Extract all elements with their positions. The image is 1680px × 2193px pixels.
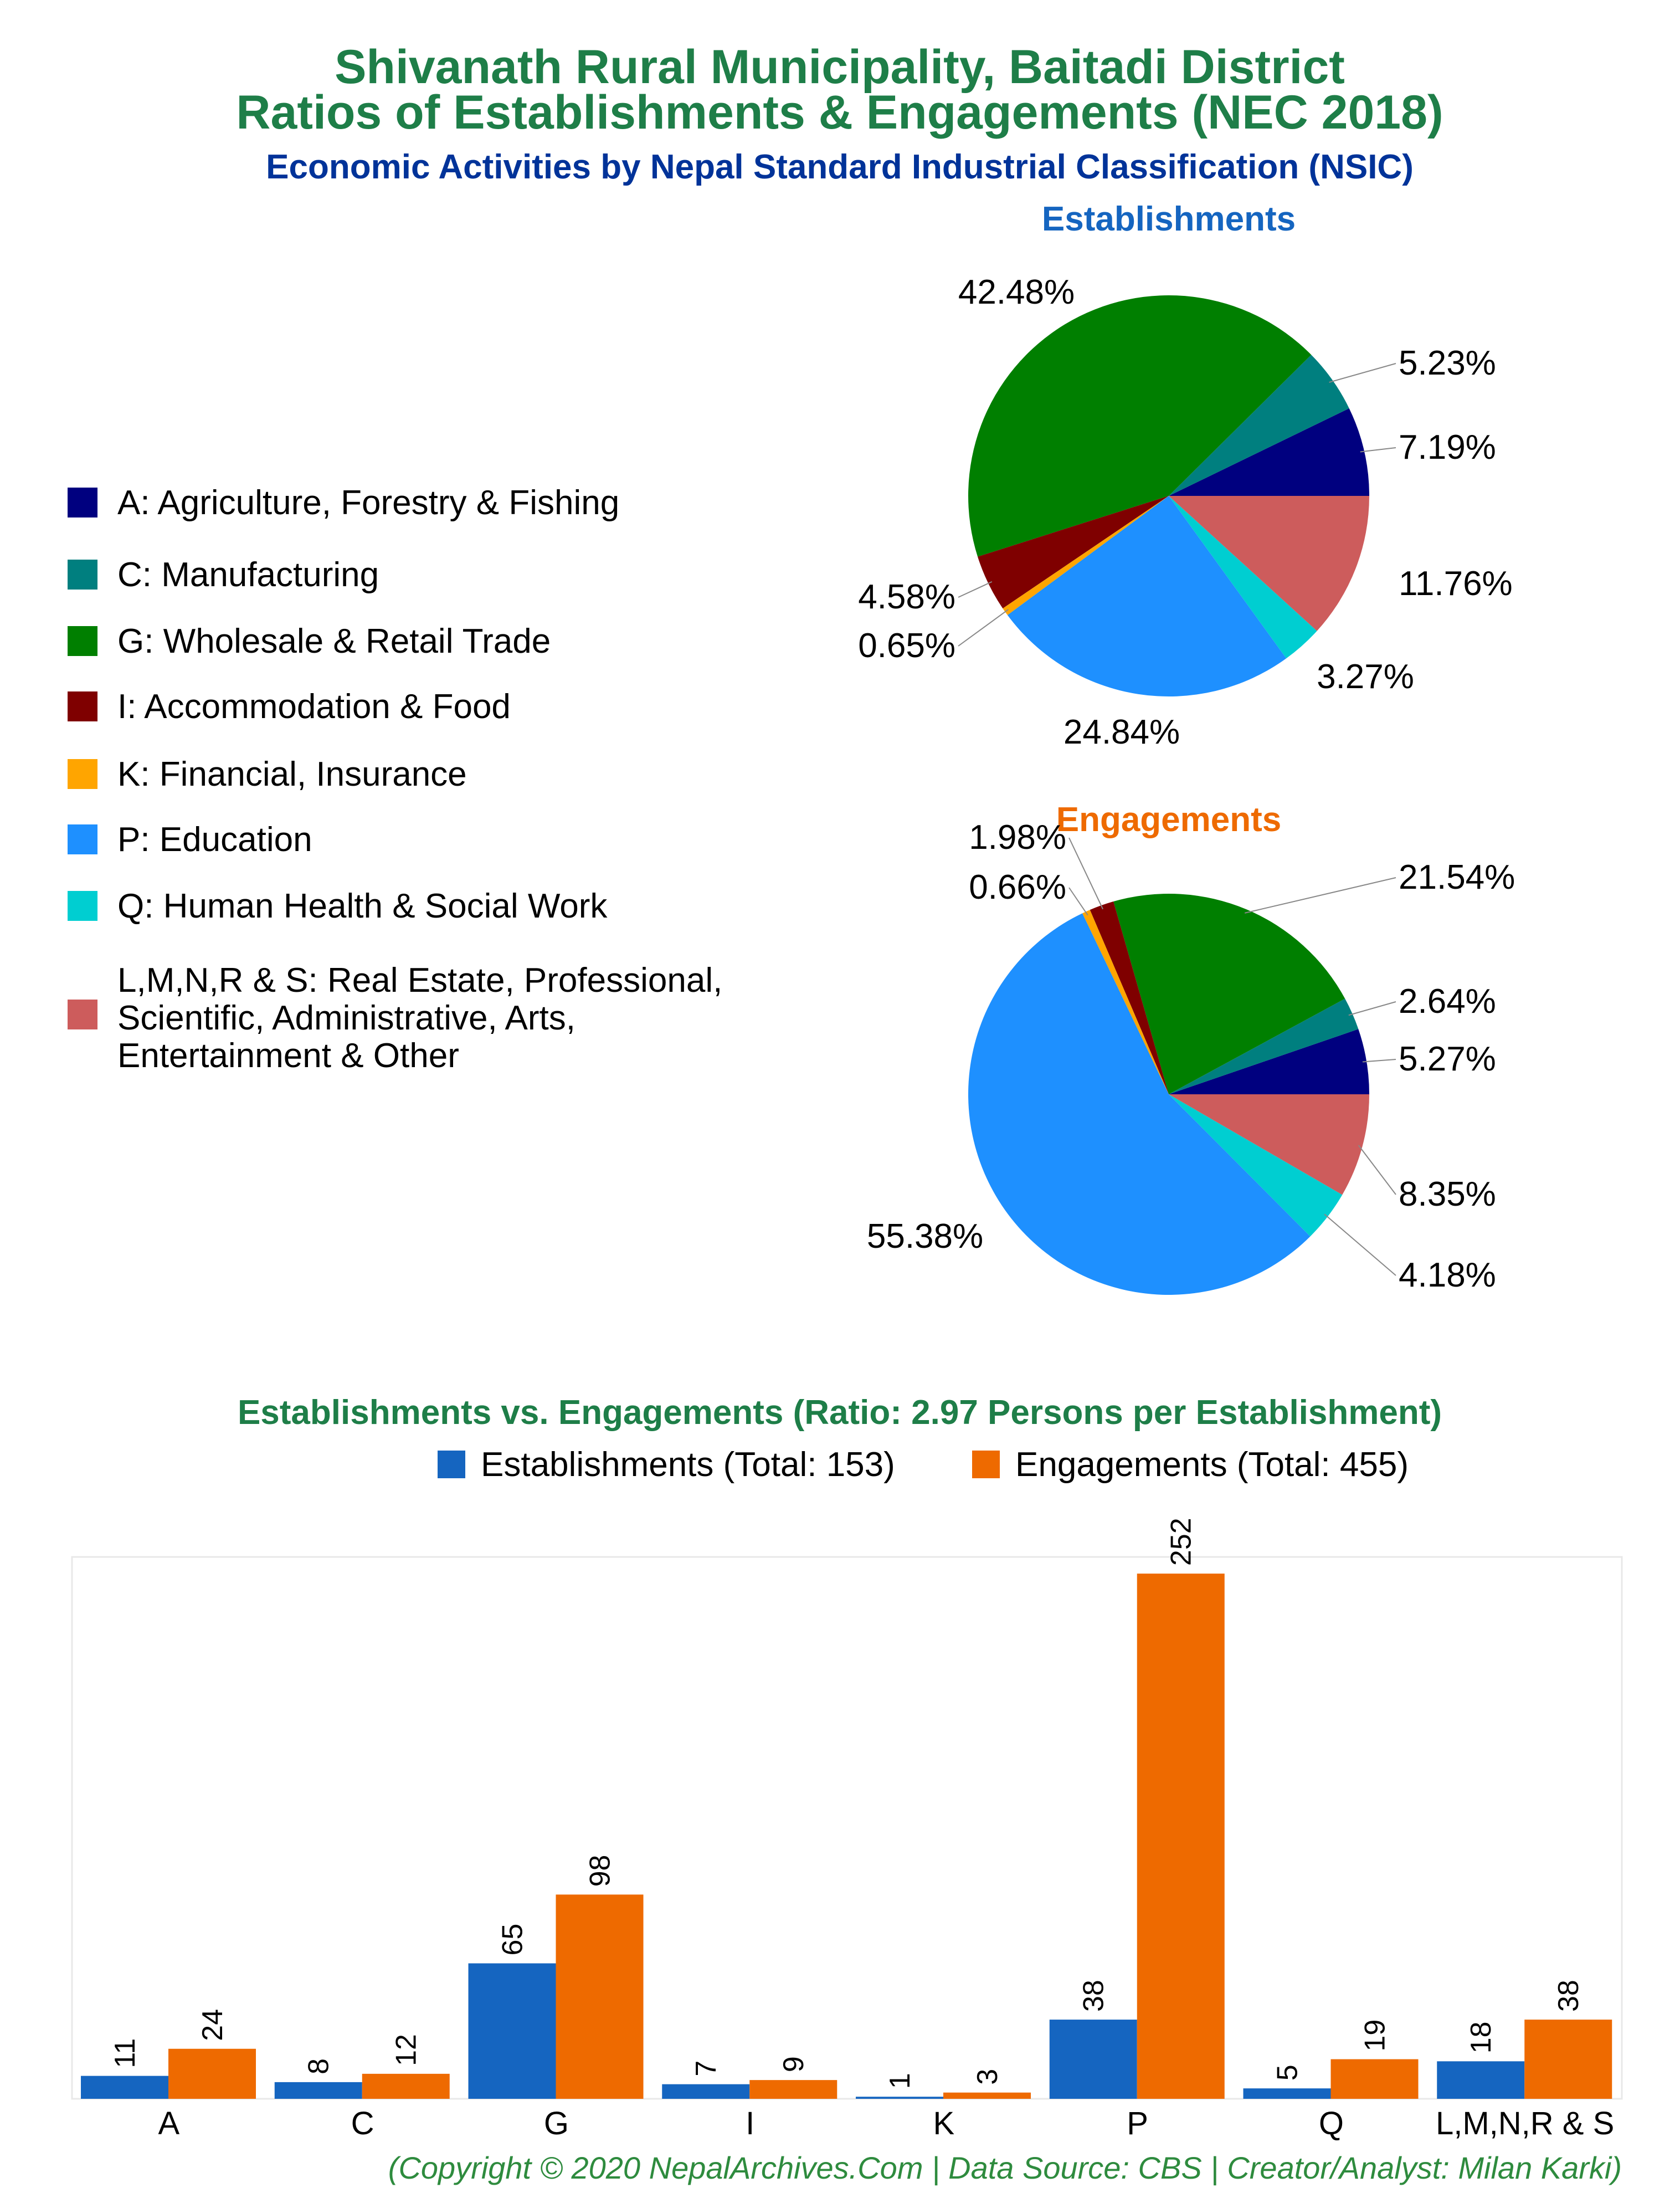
establishments-pie-chart [858, 200, 1513, 751]
bar-legend-swatch-1 [972, 1451, 1000, 1478]
legend-swatch-6 [68, 891, 97, 921]
bar-engagements-0 [168, 2049, 256, 2099]
bar-value-label: 252 [1165, 1518, 1198, 1566]
pie-leader-line [1245, 878, 1396, 913]
bar-establishments-2 [469, 1964, 556, 2099]
pie-leader-line [1329, 363, 1396, 382]
pie-title: Engagements [1056, 801, 1282, 839]
bar-value-label: 11 [109, 2038, 141, 2068]
x-tick-label: C [351, 2105, 374, 2141]
pie-title: Establishments [1041, 200, 1296, 238]
pie-leader-line [1324, 1214, 1396, 1275]
pie-label: 55.38% [866, 1217, 984, 1256]
bar-value-label: 18 [1465, 2021, 1498, 2054]
bar-establishments-0 [81, 2076, 168, 2099]
legend-label-6: Q: Human Health & Social Work [117, 887, 608, 925]
chart-subtitle: Economic Activities by Nepal Standard Industrial Classification (NSIC) [266, 148, 1414, 186]
pie-label: 5.27% [1399, 1040, 1496, 1078]
legend-swatch-2 [68, 626, 97, 656]
bar-establishments-3 [662, 2084, 749, 2099]
footer-credits: (Copyright © 2020 NepalArchives.Com | Data Source: CBS | Creator/Analyst: Milan Karki) [388, 2150, 1622, 2185]
x-tick-label: A [158, 2105, 180, 2141]
x-tick-label: K [933, 2105, 955, 2141]
bar-establishments-7 [1437, 2061, 1524, 2099]
pie-label: 0.66% [969, 868, 1066, 906]
pie-leader-line [958, 609, 1008, 646]
x-tick-label: I [746, 2105, 755, 2141]
bar-plot-frame [72, 1557, 1622, 2099]
legend-label-0: A: Agriculture, Forestry & Fishing [117, 484, 620, 522]
legend-swatch-3 [68, 691, 97, 721]
engagements-pie-chart [867, 801, 1515, 1295]
pie-label: 24.84% [1063, 713, 1180, 751]
bar-value-label: 19 [1359, 2019, 1391, 2052]
bar-legend-label-0: Establishments (Total: 153) [481, 1446, 895, 1484]
pie-label: 4.58% [858, 578, 955, 616]
bar-engagements-3 [749, 2080, 837, 2099]
bar-engagements-7 [1524, 2020, 1612, 2099]
bar-value-label: 3 [972, 2068, 1004, 2085]
legend-label-7-line3: Entertainment & Other [117, 1037, 459, 1075]
bar-establishments-6 [1244, 2088, 1331, 2099]
bar-chart-title: Establishments vs. Engagements (Ratio: 2.97 Persons per Establishment) [237, 1393, 1442, 1432]
legend-label-7: L,M,N,R & S: Real Estate, Professional, [117, 961, 723, 1000]
bar-engagements-1 [362, 2074, 450, 2099]
bar-legend-label-1: Engagements (Total: 455) [1015, 1446, 1409, 1484]
chart-title-line1: Shivanath Rural Municipality, Baitadi District [335, 40, 1345, 94]
legend-swatch-7 [68, 1000, 97, 1029]
category-legend [68, 484, 722, 1075]
pie-label: 2.64% [1399, 982, 1496, 1021]
legend-label-5: P: Education [117, 821, 312, 859]
pie-label: 42.48% [958, 273, 1075, 311]
bar-establishments-1 [275, 2082, 362, 2099]
x-tick-label: P [1127, 2105, 1148, 2141]
pie-leader-line [1069, 888, 1088, 915]
pie-leader-line [1363, 1059, 1396, 1062]
pie-leader-line [1349, 1002, 1396, 1015]
pie-label: 8.35% [1399, 1175, 1496, 1213]
bar-value-label: 9 [778, 2056, 810, 2073]
legend-label-2: G: Wholesale & Retail Trade [117, 622, 551, 660]
legend-label-4: K: Financial, Insurance [117, 755, 467, 793]
pie-label: 3.27% [1317, 658, 1414, 696]
pie-leader-line [958, 582, 992, 597]
pie-leader-line [1069, 838, 1103, 909]
pie-leader-line [1360, 448, 1396, 452]
pie-label: 5.23% [1399, 344, 1496, 382]
x-tick-label: L,M,N,R & S [1435, 2105, 1615, 2141]
pie-label: 21.54% [1399, 858, 1515, 896]
legend-swatch-5 [68, 824, 97, 854]
legend-label-3: I: Accommodation & Food [117, 688, 511, 726]
pie-label: 0.65% [858, 627, 955, 665]
bar-engagements-5 [1137, 1574, 1225, 2099]
bar-value-label: 8 [302, 2058, 335, 2074]
bar-value-label: 7 [690, 2060, 723, 2077]
chart-title-line2: Ratios of Establishments & Engagements (NEC 2018) [236, 86, 1443, 139]
pie-label: 7.19% [1399, 428, 1496, 467]
bar-establishments-5 [1050, 2020, 1137, 2099]
legend-swatch-4 [68, 759, 97, 789]
bar-value-label: 24 [197, 2008, 229, 2041]
x-tick-label: G [543, 2105, 569, 2141]
bar-legend-swatch-0 [438, 1451, 465, 1478]
bar-value-label: 1 [884, 2073, 916, 2089]
bar-value-label: 38 [1553, 1980, 1585, 2012]
pie-label: 11.76% [1399, 565, 1513, 603]
pie-leader-line [1359, 1145, 1396, 1195]
establishments-vs-engagements-bar-chart [72, 1393, 1622, 2141]
bar-value-label: 65 [496, 1923, 529, 1956]
x-tick-label: Q [1318, 2105, 1344, 2141]
bar-engagements-4 [943, 2093, 1031, 2099]
bar-engagements-2 [556, 1894, 644, 2099]
pie-label: 4.18% [1399, 1256, 1496, 1294]
legend-swatch-0 [68, 488, 97, 517]
bar-value-label: 12 [390, 2034, 423, 2066]
bar-value-label: 98 [584, 1854, 616, 1887]
legend-swatch-1 [68, 560, 97, 590]
bar-engagements-6 [1331, 2059, 1419, 2099]
bar-value-label: 38 [1077, 1980, 1110, 2012]
bar-value-label: 5 [1271, 2064, 1304, 2081]
pie-label: 1.98% [969, 818, 1066, 857]
legend-label-1: C: Manufacturing [117, 556, 379, 594]
legend-label-7-line2: Scientific, Administrative, Arts, [117, 999, 576, 1037]
bar-establishments-4 [856, 2097, 943, 2099]
